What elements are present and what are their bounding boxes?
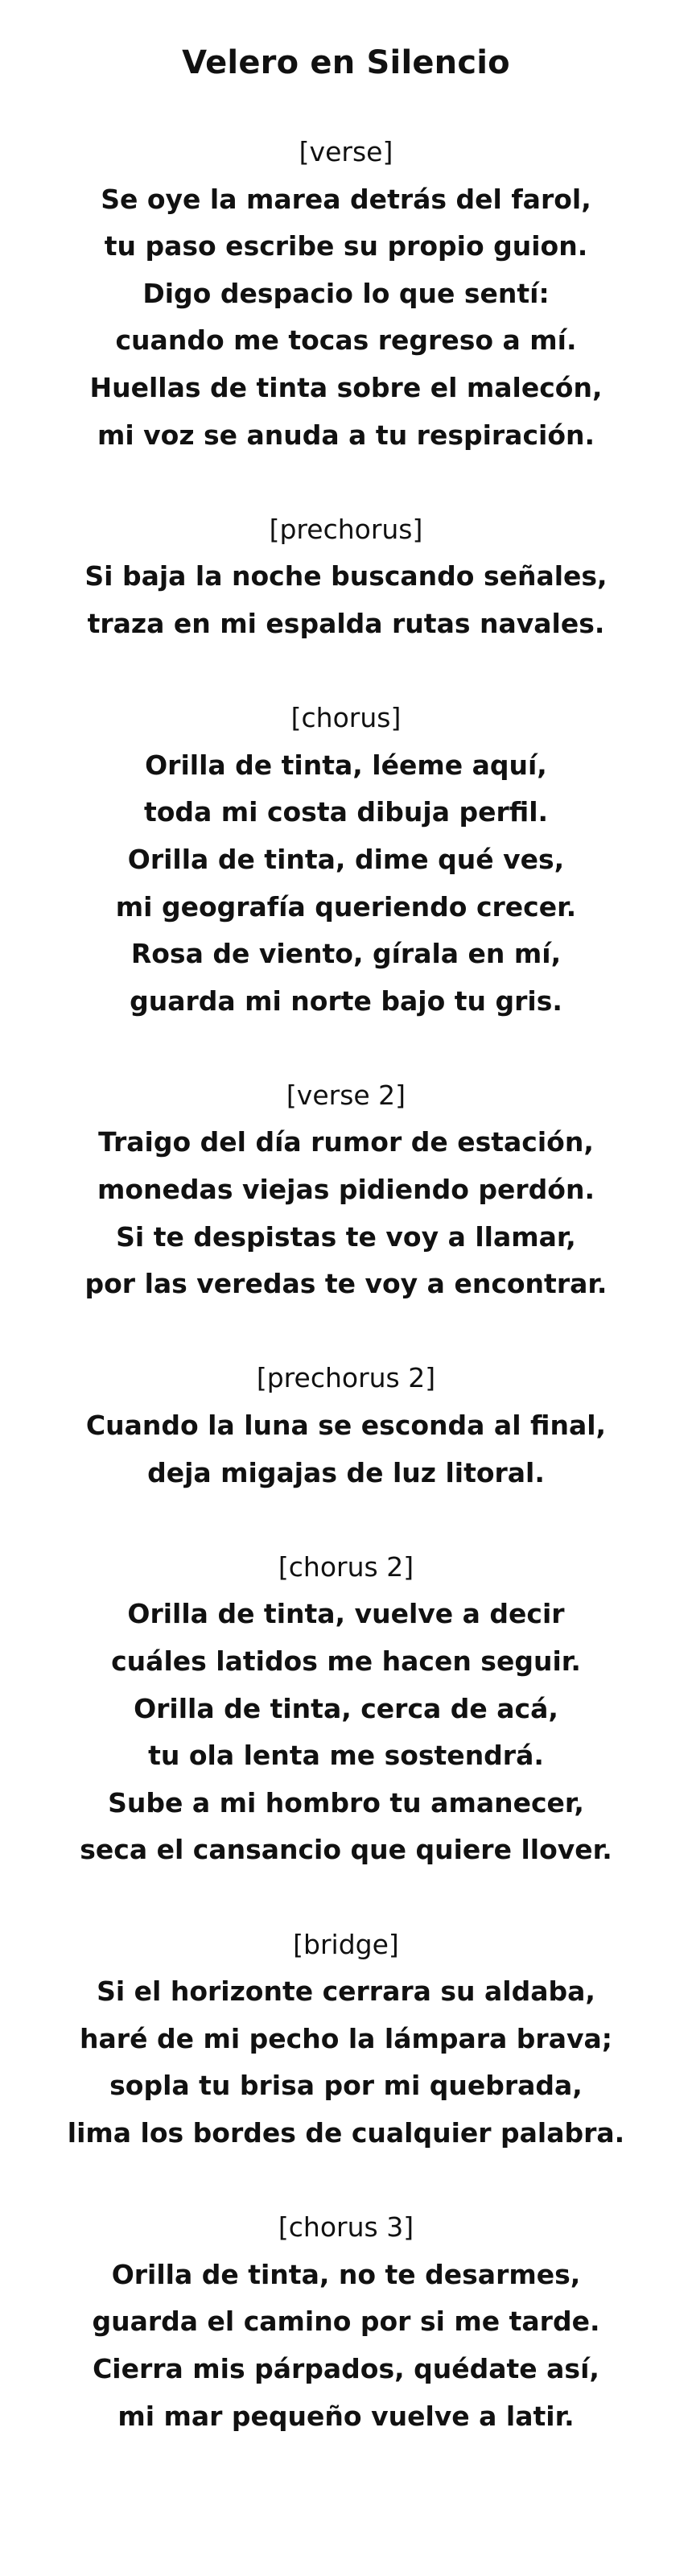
lyric-line: Se oye la marea detrás del farol, bbox=[101, 183, 591, 215]
lyric-line: toda mi costa dibuja perfil. bbox=[143, 796, 549, 828]
section-tag: [verse] bbox=[299, 136, 393, 167]
lyric-line: cuáles latidos me hacen seguir. bbox=[111, 1645, 581, 1677]
lyric-line: Si el horizonte cerrara su aldaba, bbox=[97, 1975, 595, 2008]
lyric-line: tu ola lenta me sostendrá. bbox=[148, 1740, 544, 1772]
lyric-line: guarda el camino por si me tarde. bbox=[92, 2306, 600, 2338]
lyric-line: Si te despistas te voy a llamar, bbox=[116, 1220, 576, 1253]
lyrics-section bbox=[0, 1072, 692, 1308]
lyric-line: deja migajas de luz litoral. bbox=[147, 1456, 545, 1488]
lyric-line: Cierra mis párpados, quédate así, bbox=[93, 2352, 599, 2384]
lyrics-section bbox=[0, 1355, 692, 1496]
lyrics-section bbox=[0, 506, 692, 648]
lyric-line: por las veredas te voy a encontrar. bbox=[84, 1268, 608, 1300]
lyrics-body bbox=[0, 129, 692, 2487]
lyric-line: Traigo del día rumor de estación, bbox=[98, 1126, 594, 1158]
lyric-line: Huellas de tinta sobre el malecón, bbox=[89, 371, 603, 403]
lyric-line: Cuando la luna se esconda al final, bbox=[85, 1410, 607, 1442]
lyric-line: seca el cansancio que quiere llover. bbox=[80, 1834, 612, 1866]
lyrics-section bbox=[0, 1544, 692, 1874]
lyric-line: tu paso escribe su propio guion. bbox=[104, 230, 588, 262]
section-tag: [chorus 3] bbox=[278, 2211, 414, 2244]
lyrics-section bbox=[0, 129, 692, 459]
lyric-line: lima los bordes de cualquier palabra. bbox=[67, 2116, 625, 2149]
section-tag: [bridge] bbox=[293, 1928, 399, 1960]
lyric-line: traza en mi espalda rutas navales. bbox=[87, 607, 605, 639]
section-tag: [prechorus] bbox=[269, 513, 423, 545]
lyric-line: mi voz se anuda a tu respiración. bbox=[97, 419, 595, 451]
lyric-line: haré de mi pecho la lámpara brava; bbox=[80, 2022, 612, 2054]
lyric-line: cuando me tocas regreso a mí. bbox=[115, 324, 577, 357]
lyric-line: Orilla de tinta, cerca de acá, bbox=[134, 1692, 558, 1724]
lyrics-section bbox=[0, 695, 692, 1025]
lyrics-section bbox=[0, 1922, 692, 2157]
lyric-line: mi mar pequeño vuelve a latir. bbox=[117, 2400, 575, 2432]
section-tag: [chorus 2] bbox=[278, 1550, 414, 1583]
section-tag: [prechorus 2] bbox=[256, 1362, 436, 1394]
section-tag: [verse 2] bbox=[286, 1079, 406, 1111]
lyric-line: guarda mi norte bajo tu gris. bbox=[130, 985, 562, 1017]
lyric-line: Orilla de tinta, no te desarmes, bbox=[111, 2258, 581, 2290]
lyric-line: Si baja la noche buscando señales, bbox=[84, 560, 608, 592]
lyric-line: mi geografía queriendo crecer. bbox=[115, 890, 577, 923]
lyric-line: Rosa de viento, gírala en mí, bbox=[130, 938, 562, 970]
song-title: Velero en Silencio bbox=[182, 44, 510, 81]
lyric-line: Orilla de tinta, dime qué ves, bbox=[127, 843, 565, 875]
lyric-line: sopla tu brisa por mi quebrada, bbox=[109, 2070, 583, 2102]
lyric-line: monedas viejas pidiendo perdón. bbox=[97, 1174, 595, 1206]
lyric-line: Orilla de tinta, léeme aquí, bbox=[145, 749, 547, 781]
lyric-line: Digo despacio lo que sentí: bbox=[142, 277, 550, 309]
lyric-line: Sube a mi hombro tu amanecer, bbox=[108, 1786, 584, 1818]
section-tag: [chorus] bbox=[290, 702, 402, 734]
lyric-line: Orilla de tinta, vuelve a decir bbox=[127, 1598, 565, 1630]
lyrics-section bbox=[0, 2204, 692, 2440]
